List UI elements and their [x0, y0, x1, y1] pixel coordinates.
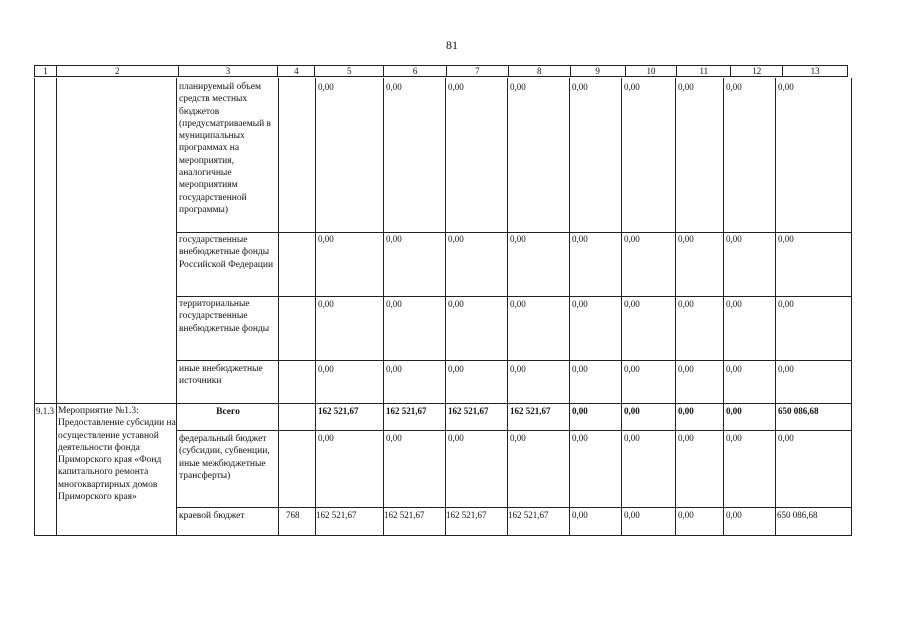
cell-value: 0,00 — [726, 433, 742, 443]
cell-value: 0,00 — [510, 433, 526, 443]
table-row-source: планируемый объем средств местных бюджетов (предусматриваемый в муниципальных программах на мероприятия, аналогичные мероприятиям государственной программы) — [179, 82, 272, 215]
table-row-source: Всего — [216, 407, 240, 417]
cell-value: 0,00 — [318, 82, 334, 92]
header-col-11: 11 — [677, 66, 731, 76]
cell-value: 0,00 — [678, 234, 694, 244]
cell-value: 650 086,68 — [777, 510, 818, 520]
cell-value: 0,00 — [726, 82, 742, 92]
cell-value: 0,00 — [624, 433, 640, 443]
cell-value: 0,00 — [318, 433, 334, 443]
cell-value: 162 521,67 — [318, 406, 359, 416]
budget-table — [34, 78, 852, 536]
table-row-source: иные внебюджетные источники — [179, 364, 263, 387]
cell-value: 0,00 — [726, 234, 742, 244]
cell-value: 162 521,67 — [508, 510, 549, 520]
header-col-3: 3 — [179, 66, 279, 76]
cell-value: 0,00 — [510, 299, 526, 309]
table-row-source: территориальные государственные внебюджетные фонды — [179, 299, 270, 334]
cell-value: 0,00 — [624, 510, 640, 520]
cell-value: 0,00 — [318, 234, 334, 244]
header-col-9: 9 — [571, 66, 626, 76]
cell-value: 0,00 — [778, 364, 794, 374]
cell-value: 0,00 — [778, 433, 794, 443]
cell-value: 0,00 — [448, 433, 464, 443]
cell-value: 0,00 — [778, 299, 794, 309]
cell-value: 0,00 — [778, 234, 794, 244]
header-col-1: 1 — [35, 66, 57, 76]
measure-code: 9.1.3 — [36, 406, 54, 416]
cell-value: 0,00 — [624, 234, 640, 244]
cell-value: 162 521,67 — [446, 510, 487, 520]
cell-value: 0,00 — [510, 82, 526, 92]
header-col-5: 5 — [315, 66, 384, 76]
cell-value: 162 521,67 — [384, 510, 425, 520]
header-col-4: 4 — [278, 66, 315, 76]
cell-value: 650 086,68 — [778, 406, 819, 416]
cell-value: 162 521,67 — [316, 510, 357, 520]
cell-value: 0,00 — [678, 433, 694, 443]
cell-value: 0,00 — [318, 299, 334, 309]
cell-value: 162 521,67 — [448, 406, 489, 416]
cell-value: 0,00 — [572, 510, 588, 520]
cell-value: 0,00 — [572, 234, 588, 244]
cell-value: 0,00 — [572, 433, 588, 443]
cell-value: 0,00 — [572, 299, 588, 309]
header-col-6: 6 — [384, 66, 447, 76]
cell-value: 0,00 — [386, 299, 402, 309]
cell-value: 0,00 — [678, 299, 694, 309]
header-col-2: 2 — [57, 66, 179, 76]
cell-value: 0,00 — [386, 433, 402, 443]
header-col-7: 7 — [447, 66, 509, 76]
cell-value: 0,00 — [572, 364, 588, 374]
cell-value: 0,00 — [678, 82, 694, 92]
cell-value: 0,00 — [386, 234, 402, 244]
cell-value: 0,00 — [386, 364, 402, 374]
cell-value: 0,00 — [778, 82, 794, 92]
cell-value: 0,00 — [510, 234, 526, 244]
cell-value: 0,00 — [448, 234, 464, 244]
cell-value: 0,00 — [624, 299, 640, 309]
cell-value: 162 521,67 — [386, 406, 427, 416]
cell-value: 0,00 — [448, 299, 464, 309]
cell-value: 0,00 — [726, 364, 742, 374]
cell-value: 0,00 — [678, 406, 694, 416]
grbs-code: 768 — [286, 510, 300, 520]
cell-value: 0,00 — [726, 510, 742, 520]
table-row-source: краевой бюджет — [179, 511, 245, 521]
cell-value: 162 521,67 — [510, 406, 551, 416]
cell-value: 0,00 — [510, 364, 526, 374]
cell-value: 0,00 — [448, 364, 464, 374]
cell-value: 0,00 — [624, 364, 640, 374]
table-row-source: государственные внебюджетные фонды Российской Федерации — [179, 235, 274, 270]
cell-value: 0,00 — [572, 82, 588, 92]
cell-value: 0,00 — [726, 406, 742, 416]
cell-value: 0,00 — [678, 364, 694, 374]
page-number: 81 — [446, 38, 458, 52]
table-row-source: федеральный бюджет (субсидии, субвенции, иные межбюджетные трансферты) — [179, 434, 270, 481]
table-header-row — [34, 65, 848, 77]
header-col-12: 12 — [731, 66, 783, 76]
cell-value: 0,00 — [448, 82, 464, 92]
cell-value: 0,00 — [318, 364, 334, 374]
cell-value: 0,00 — [624, 406, 640, 416]
header-col-13: 13 — [810, 66, 820, 76]
measure-name: Мероприятие №1.3: Предоставление субсидии на осуществление уставной деятельности фонда Приморского края «Фонд капитального ремонта многоквартирных домов Приморского края» — [58, 406, 176, 503]
header-col-10: 10 — [626, 66, 678, 76]
cell-value: 0,00 — [572, 406, 588, 416]
cell-value: 0,00 — [726, 299, 742, 309]
header-col-8: 8 — [509, 66, 571, 76]
cell-value: 0,00 — [624, 82, 640, 92]
cell-value: 0,00 — [386, 82, 402, 92]
cell-value: 0,00 — [678, 510, 694, 520]
